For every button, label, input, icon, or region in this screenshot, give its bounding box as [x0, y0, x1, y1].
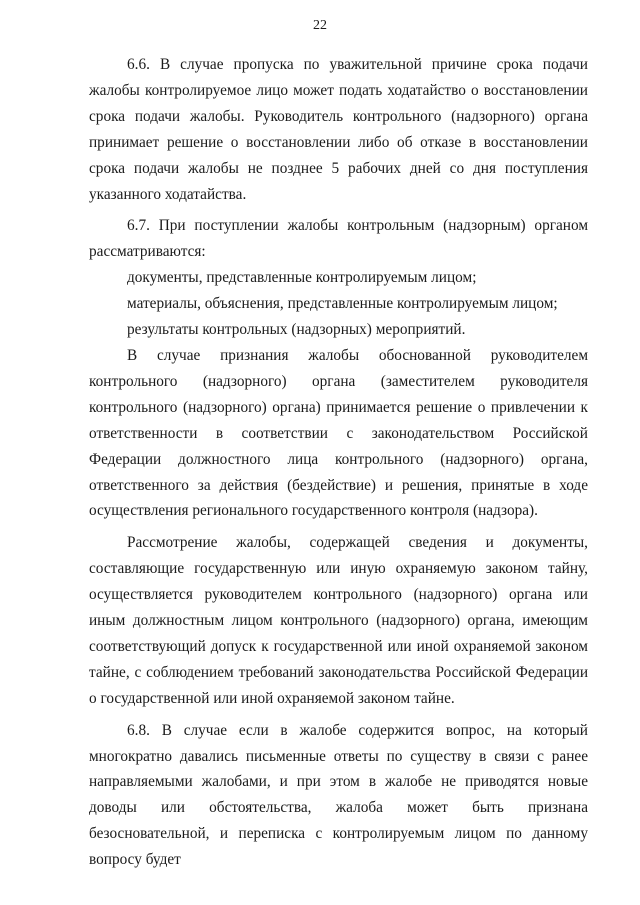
paragraph-secret-review: Рассмотрение жалобы, содержащей сведения и документы, составляющие государственную или иную охраняемую законом тайну, осуществляется руководителем контрольного (надзорного) органа или иным должностным лицом контрольного (надзорного) органа, имеющим соответствующий допуск к государственной или иной охраняемой законом тайне, с соблюдением требований законодательства Российской Федерации о государственной или иной охраняемой законом тайне. — [89, 534, 588, 707]
list-item-results: результаты контрольных (надзорных) мероприятий. — [127, 321, 466, 339]
list-item-documents: документы, представленные контролируемым лицом; — [127, 269, 477, 287]
paragraph-6-6: 6.6. В случае пропуска по уважительной причине срока подачи жалобы контролируемое лицо может подать ходатайство о восстановлении срока подачи жалобы. Руководитель контрольного (надзорного) органа принимает решение о восстановлении либо об отказе в восстановлении срока подачи жалобы не позднее 5 рабочих дней со дня поступления указанного ходатайства. — [89, 56, 588, 203]
paragraph-responsibility: В случае признания жалобы обоснованной руководителем контрольного (надзорного) органа (заместителем руководителя контрольного (надзорного) органа) принимается решение о привлечении к ответственности в соответствии с законодательством Российской Федерации должностного лица контрольного (надзорного) органа, ответственного за действия (бездействие) и решения, принятые в ходе осуществления регионального государственного контроля (надзора). — [89, 346, 588, 520]
paragraph-6-7: 6.7. При поступлении жалобы контрольным (надзорным) органом рассматриваются: — [89, 217, 588, 261]
document-body — [89, 52, 588, 873]
list-item-materials: материалы, объяснения, представленные контролируемым лицом; — [127, 295, 558, 313]
paragraph-6-8: 6.8. В случае если в жалобе содержится вопрос, на который многократно давались письменные ответы по существу в связи с ранее направляемыми жалобами, и при этом в жалобе не приводятся новые доводы или обстоятельства, жалоба может быть признана безосновательной, и переписка с контролируемым лицом по данному вопросу будет — [89, 721, 588, 869]
page-number: 22 — [313, 18, 327, 33]
